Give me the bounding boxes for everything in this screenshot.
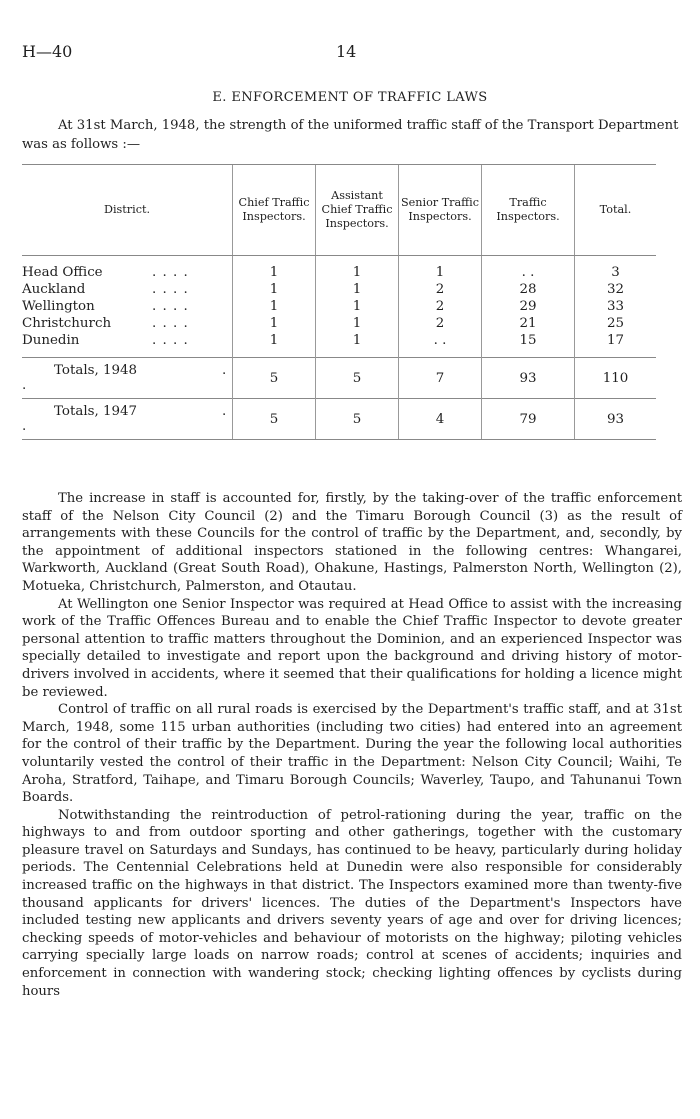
leader-dots: . . . .	[152, 316, 189, 331]
traffic-count: 93	[482, 358, 575, 399]
leader-dots: . . . .	[152, 265, 189, 280]
section-title: E. ENFORCEMENT OF TRAFFIC LAWS	[212, 90, 488, 105]
total-count: 33	[575, 298, 657, 315]
report-reference: H—40	[22, 42, 73, 61]
totals-row	[22, 358, 656, 399]
assistant-count: 1	[316, 298, 399, 315]
header-chief: Chief Traffic Inspectors.	[233, 165, 316, 256]
traffic-count: . .	[482, 264, 575, 281]
chief-count: 5	[233, 399, 316, 440]
totals-label: Totals, 1948	[54, 363, 138, 378]
assistant-count: 5	[316, 358, 399, 399]
paragraph: Notwithstanding the reintroduction of petrol-rationing during the year, traffic on the highways to and from outdoor sporting and other gatherings, together with the customary pleasure travel on Saturdays and Sundays, has continued to be heavy, particularly during holiday periods. The Centennial Celebrations held at Dunedin were also responsible for considerably increased traffic on the highways in that district. The Inspectors examined more than twenty-five thousand applicants for drivers' licences. The duties of the Department's Inspectors have included testing new applicants and drivers seventy years of age and over for driving licences; checking speeds of motor-vehicles and behaviour of motorists on the highway; piloting vehicles carrying specially large loads on narrow roads; control at scenes of accidents; inquiries and enforcement in connection with wandering stock; checking lighting offences by cyclists during hours	[22, 807, 682, 999]
traffic-count: 29	[482, 298, 575, 315]
district-name: Christchurch	[22, 316, 112, 331]
chief-count: 1	[233, 332, 316, 349]
total-count: 25	[575, 315, 657, 332]
totals-label: Totals, 1947	[54, 404, 138, 419]
total-count: 3	[575, 264, 657, 281]
leader-dots: . .	[22, 404, 227, 434]
total-count: 17	[575, 332, 657, 349]
senior-count: 2	[399, 298, 482, 315]
leader-dots: . . . .	[152, 333, 189, 348]
paragraph: Control of traffic on all rural roads is exercised by the Department's traffic staff, and at 31st March, 1948, some 115 urban authorities (including two cities) had entered into an agreement for the control of their traffic by the Department. During the year the following local authorities voluntarily vested the control of their traffic in the Department: Nelson City Council; Waihi, Te Aroha, Stratford, Taihape, and Timaru Borough Councils; Waverley, Taupo, and Tahunanui Town Boards.	[22, 702, 682, 806]
chief-count: 1	[233, 264, 316, 281]
assistant-count: 1	[316, 315, 399, 332]
chief-count: 1	[233, 298, 316, 315]
traffic-count: 15	[482, 332, 575, 349]
senior-count: 2	[399, 315, 482, 332]
table-header-row	[22, 165, 656, 256]
assistant-count: 5	[316, 399, 399, 440]
totals-row	[22, 399, 656, 440]
table-row	[22, 315, 656, 332]
paragraph: The increase in staff is accounted for, firstly, by the taking-over of the traffic enforcement staff of the Nelson City Council (2) and the Timaru Borough Council (3) as the result of arrangements with these Councils for the control of traffic by the Department, and, secondly, by the appointment of additional inspectors stationed in the following centres: Whangarei, Warkworth, Auckland (Great South Road), Ohakune, Hastings, Palmerston North, Wellington (2), Motueka, Christchurch, Palmerston, and Otautau.	[22, 491, 682, 594]
traffic-count: 79	[482, 399, 575, 440]
traffic-count: 28	[482, 281, 575, 298]
traffic-count: 21	[482, 315, 575, 332]
header-assistant: Assistant Chief Traffic Inspectors.	[316, 165, 399, 256]
table-row	[22, 264, 656, 281]
assistant-count: 1	[316, 332, 399, 349]
intro-paragraph: At 31st March, 1948, the strength of the uniformed traffic staff of the Transport Department was as follows :—	[22, 118, 679, 152]
staff-table	[22, 164, 656, 440]
body-text	[22, 490, 682, 1000]
chief-count: 5	[233, 358, 316, 399]
table-row	[22, 298, 656, 315]
assistant-count: 1	[316, 281, 399, 298]
total-count: 32	[575, 281, 657, 298]
chief-count: 1	[233, 315, 316, 332]
district-name: Wellington	[22, 299, 95, 314]
leader-dots: . .	[22, 363, 227, 393]
senior-count: . .	[399, 332, 482, 349]
district-name: Dunedin	[22, 333, 80, 348]
senior-count: 7	[399, 358, 482, 399]
table-row	[22, 281, 656, 298]
total-count: 93	[575, 399, 657, 440]
header-traffic: Traffic Inspectors.	[482, 165, 575, 256]
senior-count: 4	[399, 399, 482, 440]
header-district: District.	[22, 165, 233, 256]
senior-count: 1	[399, 264, 482, 281]
district-name: Head Office	[22, 265, 103, 280]
senior-count: 2	[399, 281, 482, 298]
paragraph: At Wellington one Senior Inspector was required at Head Office to assist with the increasing work of the Traffic Offences Bureau and to enable the Chief Traffic Inspector to devote greater personal attention to traffic matters throughout the Dominion, and an experienced Inspector was specially detailed to investigate and report upon the background and driving history of motor-drivers involved in accidents, where it seemed that their qualifications for holding a licence might be reviewed.	[22, 596, 682, 700]
chief-count: 1	[233, 281, 316, 298]
page-number: 14	[336, 42, 357, 61]
table-row	[22, 332, 656, 349]
district-name: Auckland	[22, 282, 86, 297]
leader-dots: . . . .	[152, 282, 189, 297]
header-senior: Senior Traffic Inspectors.	[399, 165, 482, 256]
assistant-count: 1	[316, 264, 399, 281]
leader-dots: . . . .	[152, 299, 189, 314]
total-count: 110	[575, 358, 657, 399]
header-total: Total.	[575, 165, 657, 256]
